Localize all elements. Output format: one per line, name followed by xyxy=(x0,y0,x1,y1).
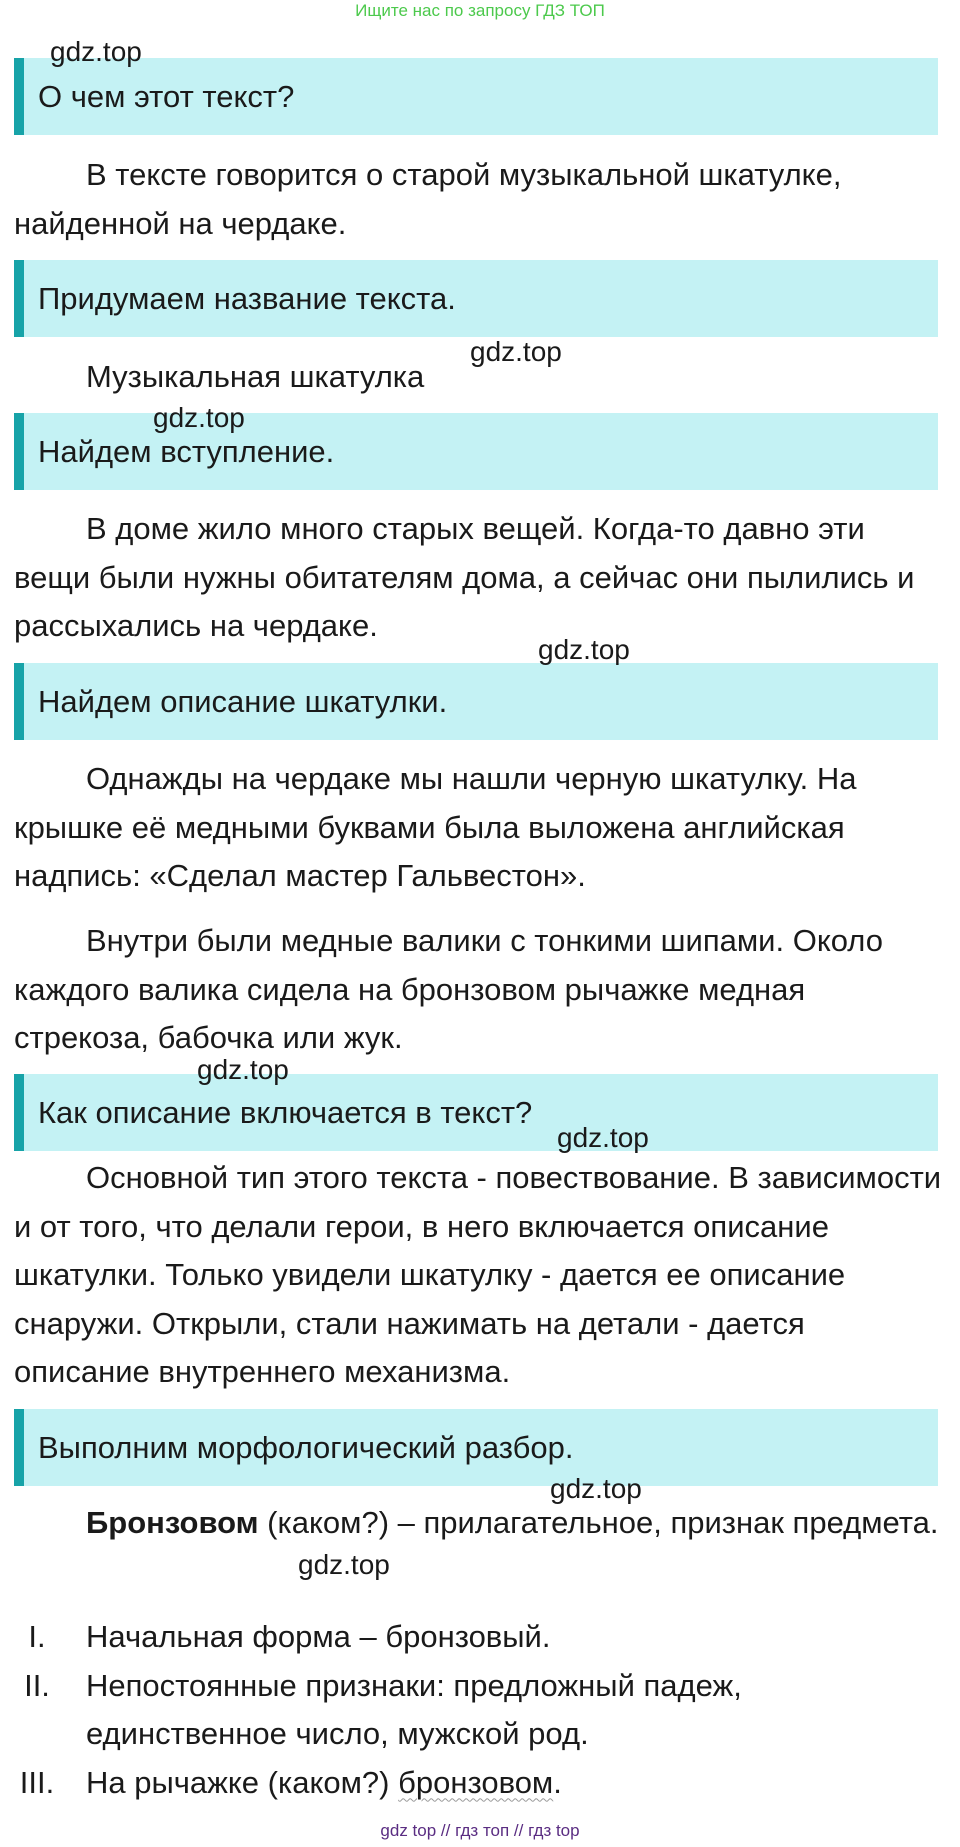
watermark: gdz.top xyxy=(153,402,245,433)
list-item xyxy=(14,1662,944,1759)
paragraph-morphology-term xyxy=(14,1499,944,1548)
watermark: gdz.top xyxy=(50,36,142,67)
watermark: gdz.top xyxy=(298,1549,390,1580)
paragraph-description-1: Однажды на чердаке мы нашли черную шкатулку. На крышке её медными буквами была выложена английская надпись: «Сделал мастер Гальвестон». xyxy=(14,761,857,893)
heading-morphology: Выполним морфологический разбор. xyxy=(14,1409,938,1486)
list-item-text: Начальная форма – бронзовый. xyxy=(86,1619,551,1654)
watermark: gdz.top xyxy=(550,1473,642,1504)
watermark: gdz.top xyxy=(470,336,562,367)
paragraph-introduction: В доме жило много старых вещей. Когда-то давно эти вещи были нужны обитателям дома, а сейчас они пылились и рассыхались на чердаке. xyxy=(14,511,915,643)
footer-links[interactable]: gdz top // гдз топ // гдз top xyxy=(380,1821,580,1840)
morphology-list xyxy=(14,1613,944,1807)
watermark: gdz.top xyxy=(557,1122,649,1153)
paragraph-how-included: Основной тип этого текста - повествование. В зависимости и от того, что делали герои, в него включается описание шкатулки. Только увидели шкатулку - дается ее описание снаружи. Открыли, стали нажимать на детали - дается описание внутреннего механизма. xyxy=(14,1160,942,1389)
list-item-number: II. xyxy=(24,1667,50,1703)
watermark: gdz.top xyxy=(538,634,630,665)
watermark: gdz.top xyxy=(197,1054,289,1085)
term-word: Бронзовом xyxy=(86,1505,259,1540)
list-item xyxy=(14,1613,944,1662)
list-item-text: Непостоянные признаки: предложный падеж, единственное число, мужской род. xyxy=(86,1667,742,1751)
list-item xyxy=(14,1759,944,1808)
list-item-text-after: . xyxy=(553,1764,562,1800)
list-item-underlined-word: бронзовом xyxy=(398,1764,554,1800)
paragraph-description-2: Внутри были медные валики с тонкими шипами. Около каждого валика сидела на бронзовом рычажке медная стрекоза, бабочка или жук. xyxy=(14,923,883,1055)
list-item-number: III. xyxy=(19,1764,55,1800)
paragraph-about-text: В тексте говорится о старой музыкальной шкатулке, найденной на чердаке. xyxy=(14,157,842,241)
term-description: (каком?) – прилагательное, признак предмета. xyxy=(258,1505,939,1540)
list-item-text-before: На рычажке (каком?) xyxy=(86,1764,399,1800)
heading-about-text: О чем этот текст? xyxy=(14,58,938,135)
paragraph-title: Музыкальная шкатулка xyxy=(86,359,425,394)
heading-title: Придумаем название текста. xyxy=(14,260,938,337)
heading-introduction: Найдем вступление. xyxy=(14,413,938,490)
heading-how-included: Как описание включается в текст? xyxy=(14,1074,938,1151)
heading-description: Найдем описание шкатулки. xyxy=(14,663,938,740)
list-item-number: I. xyxy=(28,1619,46,1654)
top-banner[interactable]: Ищите нас по запросу ГДЗ ТОП xyxy=(355,1,605,20)
